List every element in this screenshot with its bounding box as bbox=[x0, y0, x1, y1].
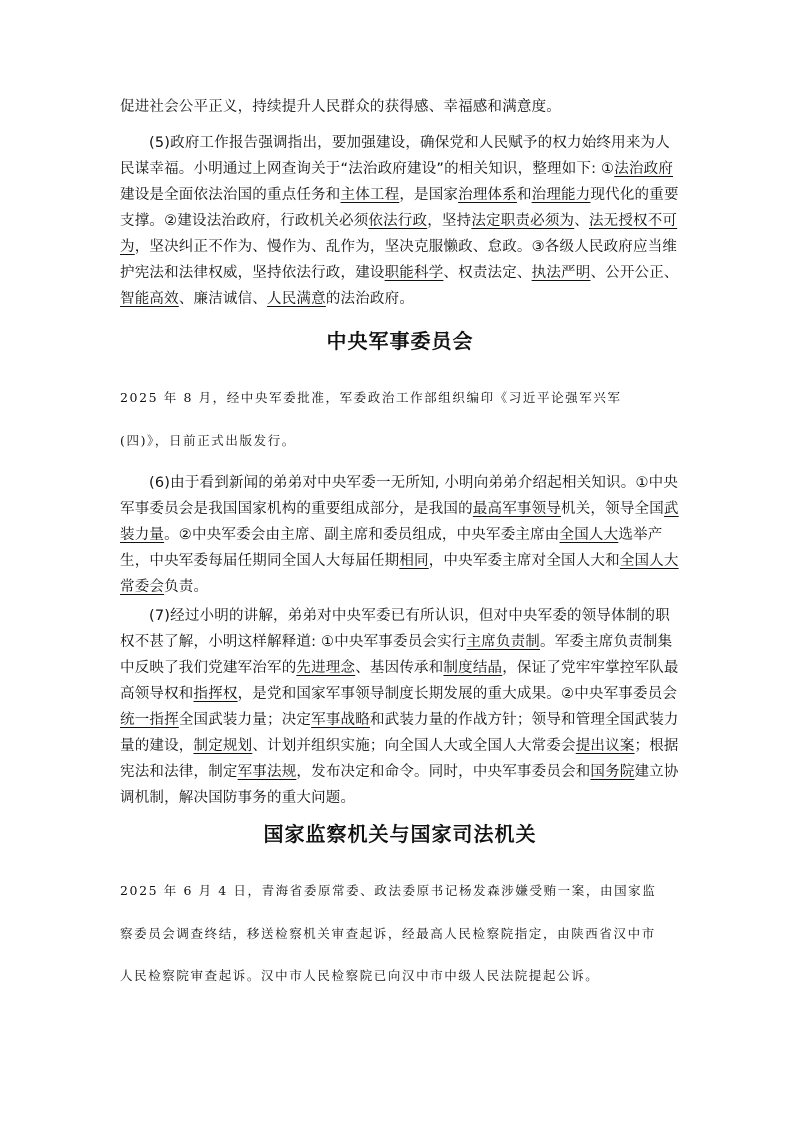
news-snippet-line: 2025 年 8 月，经中央军委批准，军委政治工作部组织编印《习近平论强军兴军 bbox=[120, 390, 622, 405]
underlined-term: 国务院 bbox=[590, 764, 635, 780]
section-heading-cmc: 中央军事委员会 bbox=[326, 329, 474, 353]
underlined-term: 法定职责必须为 bbox=[471, 213, 575, 229]
underlined-term: 全国人大常委会 bbox=[120, 553, 679, 595]
underlined-term: 统一指挥 bbox=[120, 712, 179, 728]
paragraph-continuation: 促进社会公平正义，持续提升人民群众的获得感、幸福感和满意度。 bbox=[120, 99, 561, 115]
underlined-term: 军事战略 bbox=[311, 712, 370, 728]
underlined-term: 指挥权 bbox=[193, 686, 238, 702]
underlined-term: 主席负责制 bbox=[466, 634, 540, 650]
underlined-term: 人民满意 bbox=[267, 291, 326, 307]
paragraph-7: (7)经过小明的讲解，弟弟对中央军委已有所认识，但对中央军委的领导体制的职权不甚了解，小明这样解释道: ①中央军事委员会实行主席负责制。军委主席负责制集中反映了我们党建军治军的先进理念、基因传承和制度结晶，保证了党牢牢掌控军队最高领导权和指挥权，是党和国家军事领导制度长期发展的重大成果。②中央军事委员会统一指挥全国武装力量；决定军事战略和武装力量的作战方针；领导和管理全国武装力量的建设，制定规划、计划并组织实施；向全国人大或全国人大常委会提出议案；根据宪法和法律，制定军事法规，发布决定和命令。同时，中央军事委员会和国务院建立协调机制，解决国防事务的重大问题。 bbox=[120, 608, 679, 806]
underlined-term: 武装力量 bbox=[120, 501, 679, 543]
underlined-term: 主体工程 bbox=[340, 187, 400, 203]
underlined-term: 依法行政 bbox=[368, 213, 428, 229]
underlined-term: 法无授权不可为 bbox=[120, 213, 678, 255]
news-snippet-line: 察委员会调查终结，移送检察机关审查起诉，经最高人民检察院指定，由陕西省汉中市 bbox=[120, 926, 656, 941]
underlined-term: 全国人大 bbox=[559, 527, 619, 543]
news-snippet-line: 2025 年 6 月 4 日，青海省委原常委、政法委原书记杨发森涉嫌受贿一案，由国家监 bbox=[120, 883, 657, 898]
underlined-term: 智能高效 bbox=[120, 291, 179, 307]
underlined-term: 最高军事领导 bbox=[472, 501, 562, 517]
underlined-term: 提出议案 bbox=[575, 738, 635, 754]
underlined-term: 先进理念 bbox=[296, 660, 356, 676]
underlined-term: 制度结晶 bbox=[443, 660, 503, 676]
section-heading-supervision-judicial: 国家监察机关与国家司法机关 bbox=[263, 822, 537, 846]
underlined-term: 治理体系 bbox=[458, 187, 517, 203]
underlined-term: 军事法规 bbox=[237, 764, 297, 780]
underlined-term: 制定规划 bbox=[193, 738, 253, 754]
news-snippet-line: (四)》，日前正式出版发行。 bbox=[120, 433, 296, 448]
news-snippet-line: 人民检察院审查起诉。汉中市人民检察院已向汉中市中级人民法院提起公诉。 bbox=[120, 968, 600, 983]
paragraph-6: (6)由于看到新闻的弟弟对中央军委一无所知, 小明向弟弟介绍起相关知识。①中央军事委员会是我国国家机构的重要组成部分，是我国的最高军事领导机关，领导全国武装力量。②中央军委会由主席、副主席和委员组成，中央军委主席由全国人大选举产生，中央军委每届任期同全国人大每届任期相同，中央军委主席对全国人大和全国人大常委会负责。 bbox=[120, 475, 679, 595]
underlined-term: 相同 bbox=[399, 553, 429, 569]
underlined-term: 执法严明 bbox=[531, 265, 591, 281]
paragraph-5: (5)政府工作报告强调指出，要加强建设，确保党和人民赋予的权力始终用来为人民谋幸福。小明通过上网查询关于“法治政府建设”的相关知识，整理如下: ①法治政府建设是全面依法治国的重点任务和主体工程，是国家治理体系和治理能力现代化的重要支撑。②建设法治政府，行政机关必须依法行政，坚持法定职责必须为、法无授权不可为，坚决纠正不作为、慢作为、乱作为，坚决克服懒政、怠政。③各级人民政府应当维护宪法和法律权威，坚持依法行政，建设职能科学、权责法定、执法严明、公开公正、智能高效、廉洁诚信、人民满意的法治政府。 bbox=[120, 135, 679, 307]
underlined-term: 法治政府 bbox=[614, 161, 674, 177]
underlined-term: 职能科学 bbox=[384, 265, 444, 281]
underlined-term: 治理能力 bbox=[531, 187, 591, 203]
